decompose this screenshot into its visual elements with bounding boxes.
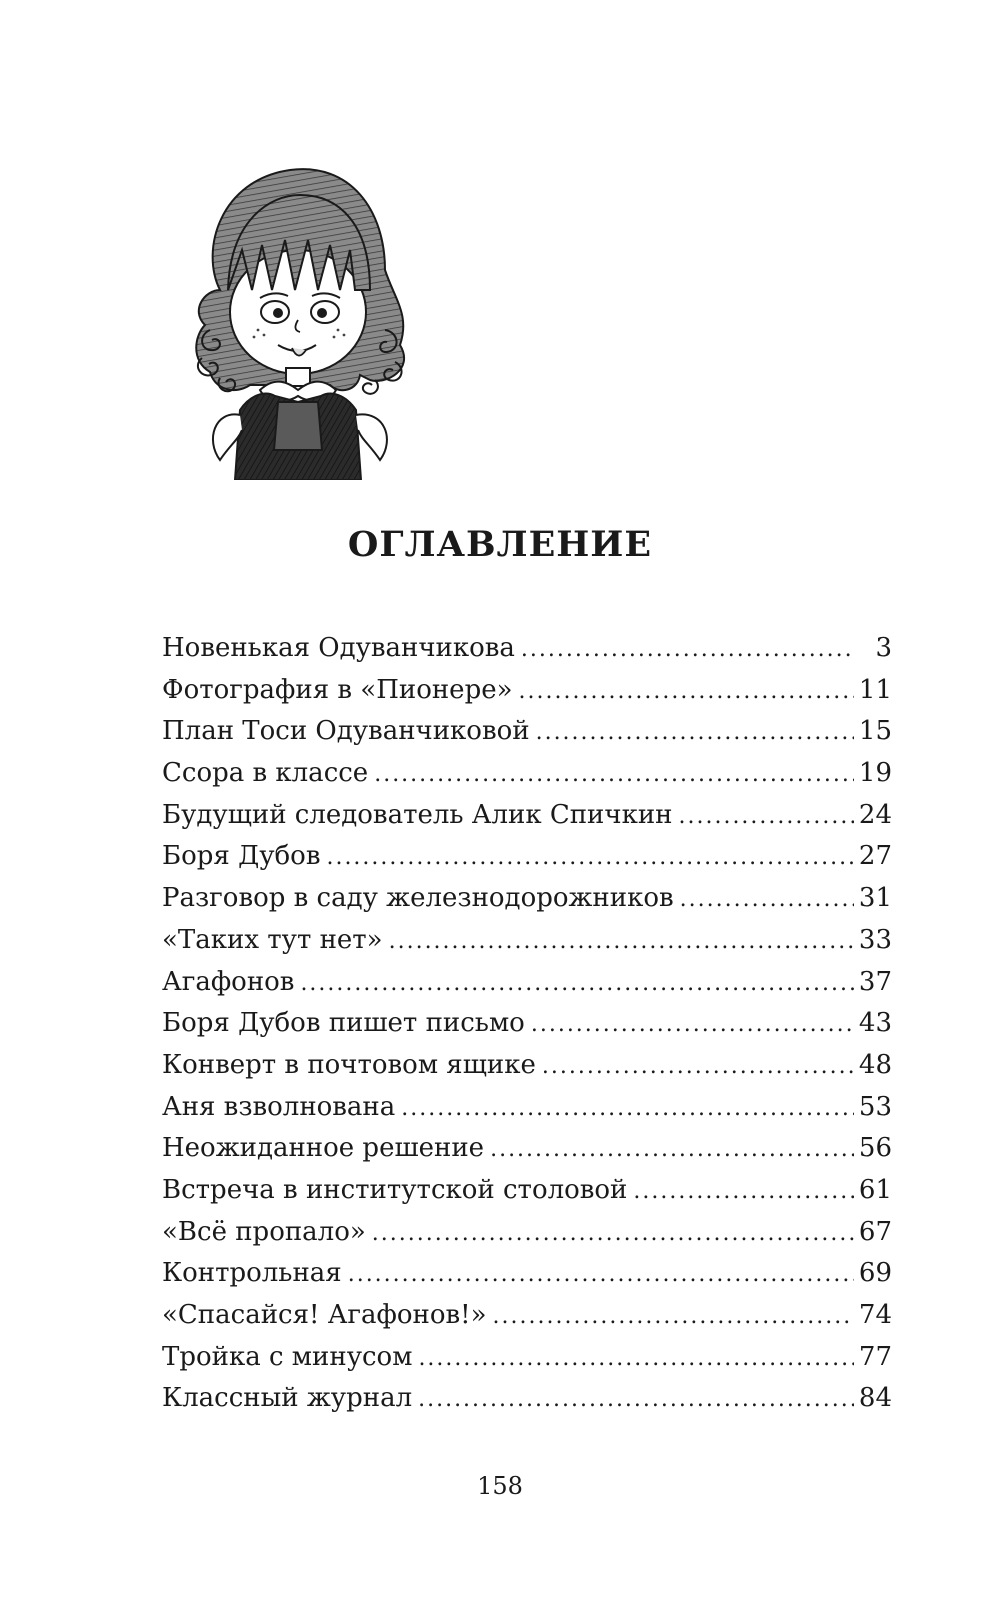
toc-entry-page: 67 bbox=[858, 1216, 892, 1247]
toc-leader-dots bbox=[401, 1088, 854, 1130]
toc-entry bbox=[162, 711, 892, 753]
toc-leader-dots bbox=[542, 1046, 854, 1088]
toc-leader-dots bbox=[326, 837, 854, 879]
toc-entry bbox=[162, 1295, 892, 1337]
toc-entry bbox=[162, 1128, 892, 1170]
toc-entry-page: 19 bbox=[858, 758, 892, 789]
toc-leader-dots bbox=[374, 754, 854, 796]
toc-entry bbox=[162, 1045, 892, 1087]
table-of-contents bbox=[162, 628, 892, 1420]
toc-entry-page: 27 bbox=[858, 841, 892, 872]
toc-entry-title: Тройка с минусом bbox=[162, 1341, 413, 1372]
toc-leader-dots bbox=[418, 1379, 854, 1421]
toc-leader-dots bbox=[680, 879, 854, 921]
toc-leader-dots bbox=[633, 1171, 854, 1213]
toc-entry-page: 15 bbox=[858, 716, 892, 747]
toc-entry bbox=[162, 795, 892, 837]
toc-entry bbox=[162, 1003, 892, 1045]
toc-entry bbox=[162, 878, 892, 920]
toc-leader-dots bbox=[418, 1338, 854, 1380]
toc-entry-title: Встреча в институтской столовой bbox=[162, 1174, 628, 1205]
toc-entry-page: 77 bbox=[858, 1341, 892, 1372]
toc-entry-page: 43 bbox=[858, 1008, 892, 1039]
toc-entry bbox=[162, 836, 892, 878]
toc-entry bbox=[162, 753, 892, 795]
toc-entry-title: Неожиданное решение bbox=[162, 1133, 485, 1164]
toc-entry bbox=[162, 1378, 892, 1420]
toc-entry-page: 31 bbox=[858, 883, 892, 914]
toc-leader-dots bbox=[521, 629, 854, 671]
toc-leader-dots bbox=[300, 963, 854, 1005]
toc-entry-title: План Тоси Одуванчиковой bbox=[162, 716, 530, 747]
toc-entry-title: Разговор в саду железнодорожников bbox=[162, 883, 674, 914]
toc-entry-page: 37 bbox=[858, 966, 892, 997]
toc-entry bbox=[162, 1337, 892, 1379]
toc-entry-page: 84 bbox=[858, 1383, 892, 1414]
toc-leader-dots bbox=[493, 1296, 855, 1338]
toc-entry-title: Контрольная bbox=[162, 1258, 342, 1289]
toc-leader-dots bbox=[531, 1004, 854, 1046]
toc-entry-title: Конверт в почтовом ящике bbox=[162, 1049, 536, 1080]
toc-entry-title: Боря Дубов пишет письмо bbox=[162, 1008, 525, 1039]
toc-entry-title: «Спасайся! Агафонов!» bbox=[162, 1300, 487, 1330]
toc-entry-title: Агафонов bbox=[162, 966, 295, 997]
toc-entry-title: «Всё пропало» bbox=[162, 1216, 366, 1247]
toc-entry-title: Ссора в классе bbox=[162, 758, 369, 789]
toc-leader-dots bbox=[519, 671, 854, 713]
toc-entry bbox=[162, 920, 892, 962]
toc-entry-page: 56 bbox=[858, 1133, 892, 1164]
toc-leader-dots bbox=[678, 796, 854, 838]
toc-entry bbox=[162, 1170, 892, 1212]
toc-entry-title: Аня взволнована bbox=[162, 1091, 396, 1122]
toc-entry bbox=[162, 1212, 892, 1254]
toc-entry-page: 33 bbox=[858, 924, 892, 955]
girl-illustration bbox=[180, 140, 430, 480]
toc-leader-dots bbox=[536, 712, 854, 754]
toc-entry-page: 53 bbox=[858, 1091, 892, 1122]
toc-entry-page: 3 bbox=[875, 633, 892, 663]
toc-leader-dots bbox=[348, 1254, 854, 1296]
toc-entry-page: 61 bbox=[858, 1174, 892, 1205]
toc-entry-title: Боря Дубов bbox=[162, 841, 321, 872]
toc-leader-dots bbox=[490, 1129, 854, 1171]
toc-entry-page: 74 bbox=[858, 1300, 892, 1330]
toc-entry-title: «Таких тут нет» bbox=[162, 924, 383, 955]
toc-entry-title: Классный журнал bbox=[162, 1383, 413, 1414]
toc-leader-dots bbox=[389, 921, 854, 963]
page-number: 158 bbox=[477, 1472, 523, 1500]
toc-entry bbox=[162, 670, 892, 712]
page-title: ОГЛАВЛЕНИЕ bbox=[347, 524, 653, 565]
toc-entry bbox=[162, 962, 892, 1004]
toc-entry-title: Новенькая Одуванчикова bbox=[162, 633, 515, 663]
toc-entry-page: 69 bbox=[858, 1258, 892, 1289]
toc-entry bbox=[162, 628, 892, 670]
toc-entry-page: 11 bbox=[858, 674, 892, 705]
toc-entry bbox=[162, 1087, 892, 1129]
toc-entry-title: Фотография в «Пионере» bbox=[162, 674, 513, 705]
toc-leader-dots bbox=[372, 1213, 854, 1255]
toc-entry-title: Будущий следователь Алик Спичкин bbox=[162, 799, 673, 830]
toc-entry-page: 24 bbox=[858, 799, 892, 830]
toc-entry-page: 48 bbox=[858, 1049, 892, 1080]
toc-entry bbox=[162, 1253, 892, 1295]
